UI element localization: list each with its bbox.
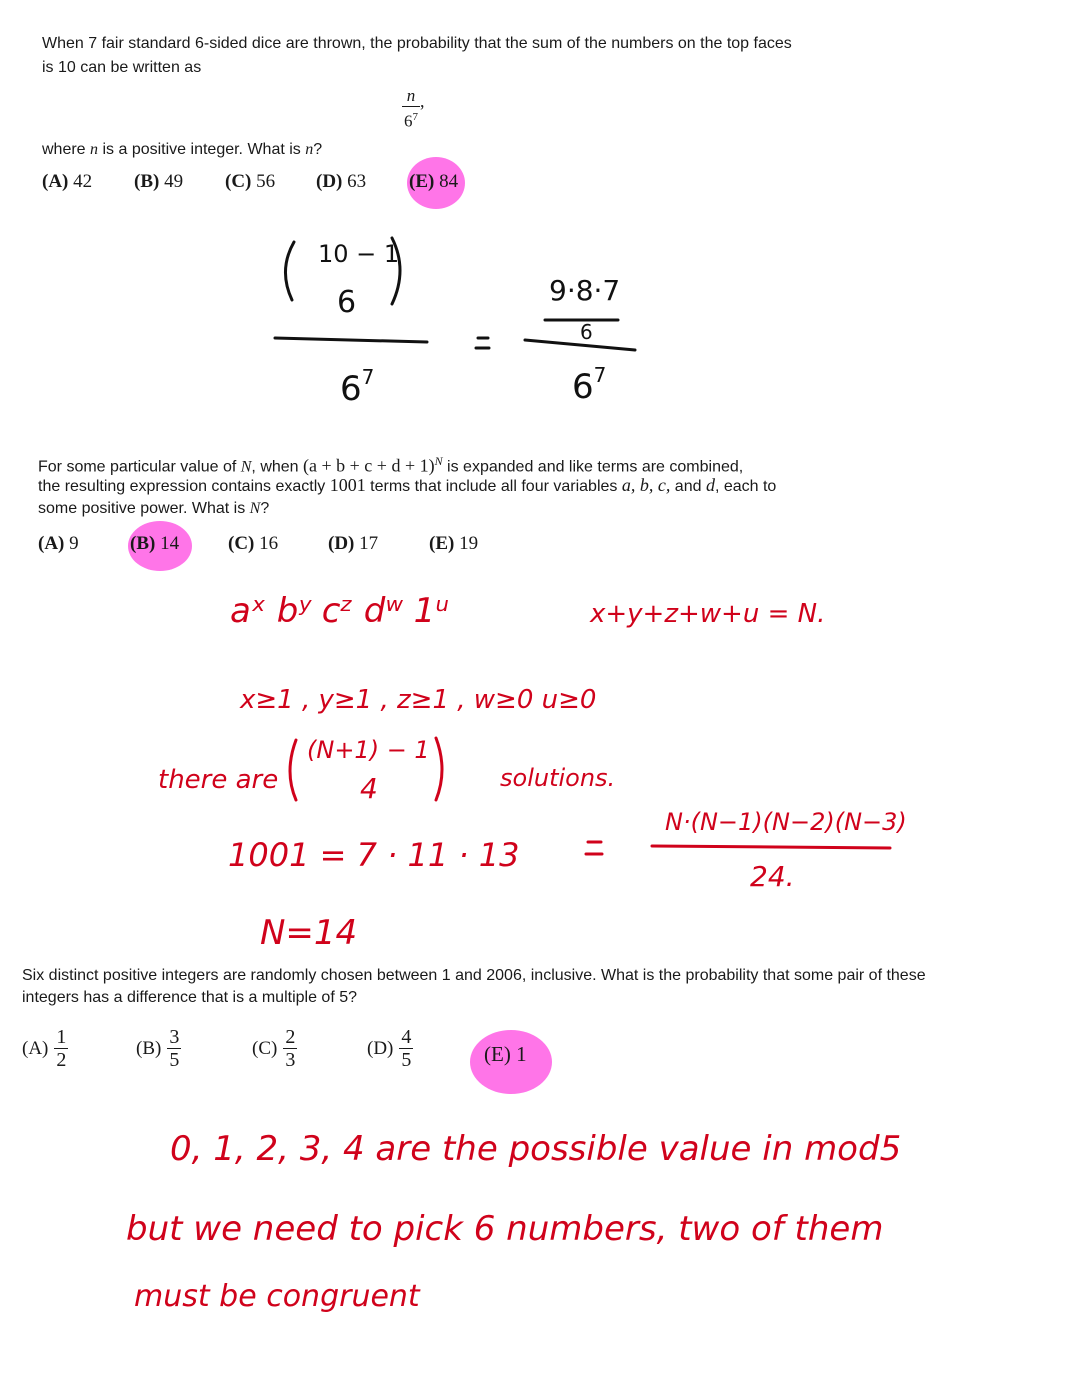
choice-e[interactable]: (E) 1	[484, 1042, 527, 1066]
fraction-numerator: n	[402, 86, 420, 107]
fraction-denominator: 24.	[750, 860, 795, 893]
choice-b[interactable]: (B) $\frac{3}{5}$	[136, 1026, 180, 1071]
choice-b[interactable]: (B) 49	[134, 171, 184, 192]
choice-d[interactable]: (D) $\frac{4}{5}$	[367, 1026, 412, 1071]
problem2-line2: the resulting expression contains exactly 1001 terms that include all four variables a, b, c, and d, each to	[38, 475, 777, 495]
problem1-question: where n is a positive integer. What is n?	[42, 141, 323, 158]
binom-top: 10 − 1	[318, 240, 400, 268]
conditions: x≥1 , y≥1 , z≥1 , w≥0 u≥0	[240, 685, 597, 715]
fraction-numerator: N·(N−1)(N−2)(N−3)	[665, 808, 907, 836]
problem1-line1: When 7 fair standard 6-sided dice are thrown, the probability that the sum of the numbers on the top faces	[42, 35, 792, 52]
choice-b[interactable]: (B) 14	[130, 533, 180, 554]
right-denominator: $6^7$	[572, 363, 607, 407]
handwritten-work-2	[0, 560, 1080, 960]
choice-c[interactable]: (C) 56	[225, 171, 276, 192]
fraction-denominator: $6^7$	[404, 111, 418, 131]
choice-a[interactable]: (A) $\frac{1}{2}$	[22, 1026, 67, 1071]
there-are: there are	[158, 765, 279, 795]
choice-a[interactable]: (A) 9	[38, 533, 79, 554]
fraction-comma: ,	[420, 90, 425, 111]
monomial: aˣ bʸ cᶻ dʷ 1ᵘ	[230, 591, 450, 631]
choice-e[interactable]: (E) 19	[429, 533, 479, 554]
final-answer: N=14	[260, 913, 358, 953]
equals-sign	[476, 338, 489, 348]
problem1-line2: is 10 can be written as	[42, 59, 202, 76]
binom-bottom: 4	[360, 772, 378, 805]
binom-left-paren	[285, 242, 294, 300]
binom-top: (N+1) − 1	[307, 736, 430, 764]
exponent-sum: x+y+z+w+u = N.	[590, 599, 826, 629]
choice-c[interactable]: (C) 16	[228, 533, 279, 554]
choice-d[interactable]: (D) 63	[316, 171, 367, 192]
factorization: 1001 = 7 · 11 · 13	[228, 836, 520, 874]
problem2-line1: For some particular value of N, when $(a + b + c + d + 1)^N$ is expanded and like terms are combined,	[38, 454, 744, 476]
handwritten-work-3	[0, 1110, 1080, 1350]
problem3-line1: Six distinct positive integers are randomly chosen between 1 and 2006, inclusive. What is the probability that some pair of these	[22, 967, 926, 984]
right-middle: 6	[580, 320, 593, 344]
choice-a[interactable]: (A) 42	[42, 171, 93, 192]
fraction-bar-left	[275, 338, 427, 342]
equals-sign	[586, 842, 602, 854]
problem3-line2: integers has a difference that is a multiple of 5?	[22, 989, 358, 1006]
solutions: solutions.	[500, 764, 616, 792]
conclusion-line: must be congruent	[134, 1279, 420, 1314]
choice-d[interactable]: (D) 17	[328, 533, 379, 554]
choice-e[interactable]: (E) 84	[409, 171, 459, 192]
binom-right-paren	[436, 738, 442, 800]
right-numerator: 9·8·7	[549, 274, 621, 307]
denominator-left: $6^7$	[340, 365, 375, 409]
choice-c[interactable]: (C) $\frac{2}{3}$	[252, 1026, 296, 1071]
binom-bottom: 6	[337, 285, 357, 320]
problem2-line3: some positive power. What is N?	[38, 500, 270, 517]
fraction-bar	[652, 846, 890, 848]
pigeonhole-line: but we need to pick 6 numbers, two of them	[126, 1209, 884, 1249]
handwritten-work-1	[0, 0, 1080, 420]
binom-left-paren	[290, 740, 296, 800]
residues-line: 0, 1, 2, 3, 4 are the possible value in mod5	[170, 1129, 902, 1169]
